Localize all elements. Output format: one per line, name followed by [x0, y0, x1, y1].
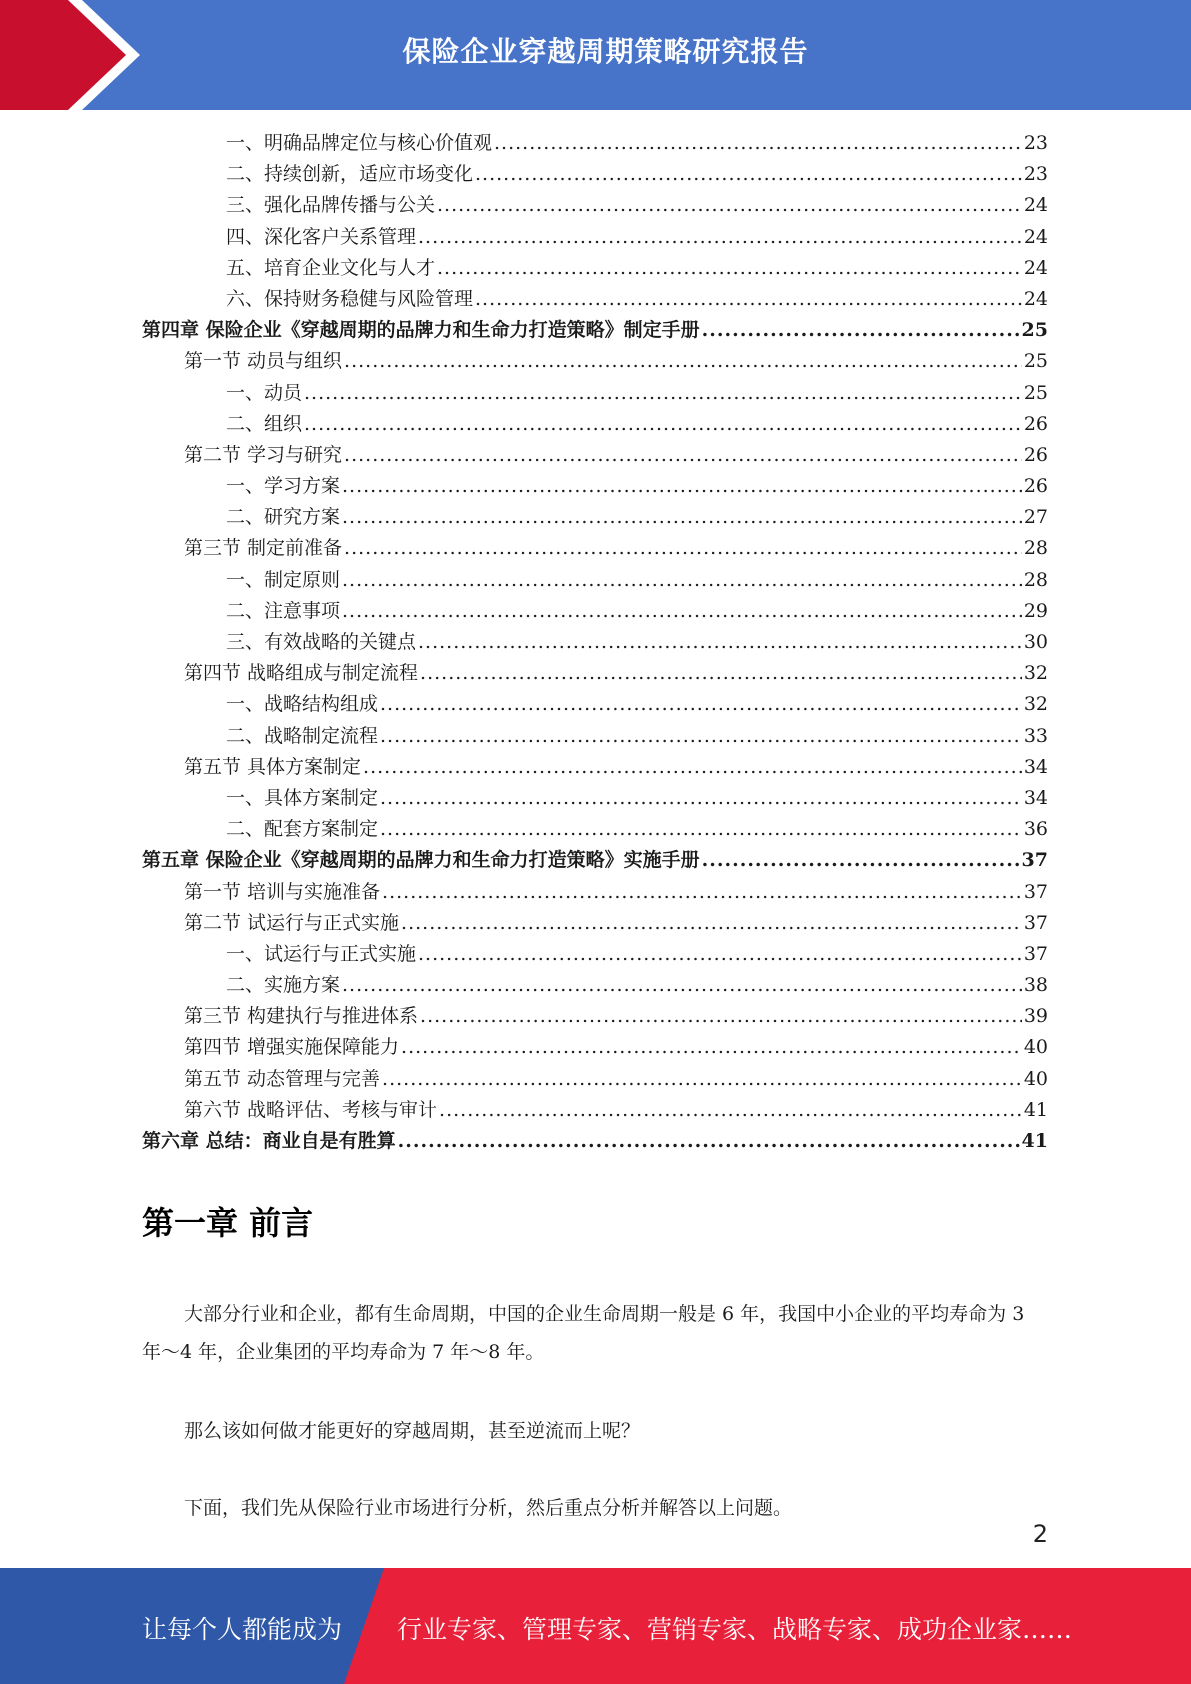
- chapter-heading: 第一章 前言: [142, 1204, 314, 1242]
- toc-leader-dots: [439, 1099, 1022, 1121]
- toc-entry[interactable]: [142, 222, 1048, 253]
- toc-entry-title: 第一节 动员与组织: [184, 350, 343, 373]
- toc-entry-page: 39: [1023, 1005, 1048, 1028]
- toc-entry-page: 34: [1023, 755, 1048, 778]
- toc-entry-page: 37: [1023, 911, 1048, 934]
- toc-leader-dots: [420, 1005, 1022, 1027]
- toc-entry[interactable]: [142, 658, 1048, 689]
- toc-entry-title: 第二节 试运行与正式实施: [184, 911, 400, 934]
- toc-entry-page: 28: [1023, 537, 1048, 560]
- toc-entry-title: 第五节 动态管理与完善: [184, 1067, 381, 1090]
- toc-entry[interactable]: [142, 1064, 1048, 1095]
- toc-entry[interactable]: [142, 1001, 1048, 1032]
- toc-entry[interactable]: [142, 565, 1048, 596]
- toc-entry-page: 38: [1023, 974, 1048, 997]
- toc-entry[interactable]: [142, 253, 1048, 284]
- toc-entry-title: 第六节 战略评估、考核与审计: [184, 1098, 438, 1121]
- toc-leader-dots: [437, 194, 1022, 216]
- toc-entry-title: 一、具体方案制定: [226, 786, 379, 809]
- toc-entry[interactable]: [142, 533, 1048, 564]
- toc-leader-dots: [344, 444, 1022, 466]
- toc-entry[interactable]: [142, 721, 1048, 752]
- toc-entry-page: 32: [1023, 662, 1048, 685]
- toc-entry-page: 23: [1023, 163, 1048, 186]
- toc-entry-title: 一、明确品牌定位与核心价值观: [226, 132, 493, 154]
- toc-entry-title: 二、战略制定流程: [226, 724, 379, 747]
- footer-slogan-right: 行业专家、管理专家、营销专家、战略专家、成功企业家……: [397, 1615, 1073, 1644]
- toc-leader-dots: [401, 912, 1022, 934]
- toc-entry-page: 32: [1023, 693, 1048, 716]
- toc-entry[interactable]: [142, 346, 1048, 377]
- toc-entry-page: 37: [1023, 942, 1048, 965]
- toc-entry-title: 三、有效战略的关键点: [226, 631, 417, 653]
- toc-entry[interactable]: [142, 471, 1048, 502]
- toc-leader-dots: [418, 631, 1022, 653]
- toc-leader-dots: [420, 662, 1022, 684]
- toc-entry-page: 26: [1023, 443, 1048, 466]
- toc-entry-page: 25: [1023, 350, 1048, 373]
- toc-leader-dots: [418, 226, 1022, 248]
- toc-entry[interactable]: [142, 1095, 1048, 1126]
- toc-leader-dots: [382, 881, 1022, 903]
- toc-leader-dots: [304, 413, 1022, 435]
- table-of-contents: [142, 128, 1048, 1157]
- toc-entry-title: 第二节 学习与研究: [184, 443, 343, 466]
- header-title: 保险企业穿越周期策略研究报告: [402, 35, 809, 68]
- toc-entry-title: 一、试运行与正式实施: [226, 942, 417, 965]
- toc-entry-title: 四、深化客户关系管理: [226, 225, 417, 248]
- toc-leader-dots: [398, 1130, 1020, 1152]
- toc-entry[interactable]: [142, 752, 1048, 783]
- toc-entry-page: 28: [1023, 568, 1048, 591]
- toc-entry-page: 34: [1023, 786, 1048, 809]
- toc-entry[interactable]: [142, 877, 1048, 908]
- toc-leader-dots: [702, 319, 1020, 341]
- toc-entry-title: 三、强化品牌传播与公关: [226, 194, 436, 217]
- toc-entry-title: 第四章 保险企业《穿越周期的品牌力和生命力打造策略》制定手册: [142, 319, 700, 342]
- toc-entry-title: 二、组织: [226, 412, 303, 435]
- toc-entry-title: 一、动员: [226, 381, 303, 404]
- page-footer: [0, 1568, 1191, 1684]
- toc-entry-page: 24: [1023, 225, 1048, 248]
- toc-entry[interactable]: [142, 502, 1048, 533]
- toc-leader-dots: [342, 974, 1022, 996]
- toc-entry-page: 36: [1023, 818, 1048, 841]
- toc-entry-title: 一、制定原则: [226, 568, 341, 591]
- toc-entry-page: 24: [1023, 287, 1048, 310]
- toc-entry[interactable]: [142, 908, 1048, 939]
- toc-entry-page: 30: [1023, 631, 1048, 653]
- toc-leader-dots: [342, 475, 1022, 497]
- toc-entry-title: 第五章 保险企业《穿越周期的品牌力和生命力打造策略》实施手册: [142, 849, 700, 872]
- toc-entry[interactable]: [142, 1032, 1048, 1063]
- toc-leader-dots: [475, 288, 1022, 310]
- toc-entry-page: 41: [1023, 1098, 1048, 1121]
- toc-entry[interactable]: [142, 783, 1048, 814]
- body-paragraph-3: 下面，我们先从保险行业市场进行分析，然后重点分析并解答以上问题。: [184, 1497, 793, 1519]
- toc-entry-title: 第三节 制定前准备: [184, 537, 343, 560]
- toc-leader-dots: [380, 693, 1022, 715]
- toc-entry-title: 一、战略结构组成: [226, 693, 379, 716]
- toc-entry[interactable]: [142, 814, 1048, 845]
- toc-entry-title: 二、配套方案制定: [226, 818, 379, 841]
- toc-leader-dots: [380, 787, 1022, 809]
- toc-entry-page: 24: [1023, 256, 1048, 279]
- body-paragraph-1: 大部分行业和企业，都有生命周期，中国的企业生命周期一般是 6 年，我国中小企业的平均寿命为 3 年～4 年，企业集团的平均寿命为 7 年～8 年。: [142, 1303, 1025, 1363]
- toc-entry[interactable]: [142, 939, 1048, 970]
- toc-entry-title: 第一节 培训与实施准备: [184, 880, 381, 903]
- toc-entry-title: 六、保持财务稳健与风险管理: [226, 287, 474, 310]
- toc-entry-page: 40: [1023, 1067, 1048, 1090]
- toc-entry-page: 26: [1023, 412, 1048, 435]
- toc-leader-dots: [342, 600, 1022, 622]
- toc-leader-dots: [475, 163, 1022, 185]
- toc-leader-dots: [494, 132, 1022, 154]
- toc-entry-page: 25: [1023, 381, 1048, 404]
- toc-entry[interactable]: [142, 440, 1048, 471]
- toc-entry-page: 40: [1023, 1036, 1048, 1059]
- toc-entry-title: 二、持续创新，适应市场变化: [226, 163, 474, 186]
- toc-entry-title: 第六章 总结：商业自是有胜算: [142, 1130, 396, 1152]
- toc-leader-dots: [702, 849, 1020, 871]
- toc-entry-title: 第四节 战略组成与制定流程: [184, 662, 419, 685]
- toc-entry[interactable]: [142, 627, 1048, 658]
- toc-entry[interactable]: [142, 159, 1048, 190]
- page-header: [0, 0, 1191, 110]
- toc-entry[interactable]: [142, 284, 1048, 315]
- toc-leader-dots: [304, 382, 1022, 404]
- toc-entry-page: 37: [1023, 880, 1048, 903]
- toc-entry[interactable]: [142, 970, 1048, 1001]
- page-number: 2: [1032, 1520, 1048, 1548]
- toc-leader-dots: [342, 506, 1022, 528]
- toc-entry[interactable]: [142, 409, 1048, 440]
- toc-leader-dots: [418, 943, 1022, 965]
- toc-leader-dots: [382, 1068, 1022, 1090]
- toc-leader-dots: [401, 1036, 1022, 1058]
- toc-entry[interactable]: [142, 128, 1048, 159]
- toc-leader-dots: [344, 537, 1022, 559]
- toc-leader-dots: [363, 756, 1022, 778]
- toc-entry-title: 一、学习方案: [226, 475, 341, 498]
- toc-entry-title: 二、注意事项: [226, 599, 341, 622]
- footer-slogan-left: 让每个人都能成为: [142, 1615, 343, 1644]
- toc-entry-page: 26: [1023, 475, 1048, 498]
- toc-entry-title: 二、研究方案: [226, 506, 341, 529]
- toc-leader-dots: [437, 257, 1022, 279]
- toc-entry-page: 33: [1023, 724, 1048, 747]
- toc-entry-title: 二、实施方案: [226, 974, 341, 997]
- toc-entry-page: 25: [1021, 319, 1048, 342]
- toc-entry-page: 27: [1023, 506, 1048, 529]
- toc-entry-title: 第五节 具体方案制定: [184, 755, 362, 778]
- toc-entry-page: 24: [1023, 194, 1048, 217]
- toc-leader-dots: [342, 569, 1022, 591]
- toc-entry[interactable]: [142, 1126, 1048, 1157]
- body-paragraph-2: 那么该如何做才能更好的穿越周期，甚至逆流而上呢？: [184, 1420, 641, 1442]
- toc-leader-dots: [344, 350, 1022, 372]
- toc-entry-page: 29: [1023, 599, 1048, 622]
- toc-leader-dots: [380, 818, 1022, 840]
- toc-entry-title: 第四节 增强实施保障能力: [184, 1036, 400, 1059]
- toc-entry[interactable]: [142, 190, 1048, 221]
- toc-entry[interactable]: [142, 845, 1048, 876]
- toc-leader-dots: [380, 725, 1022, 747]
- toc-entry[interactable]: [142, 596, 1048, 627]
- toc-entry-title: 五、培育企业文化与人才: [226, 256, 436, 279]
- toc-entry-page: 23: [1023, 132, 1048, 154]
- toc-entry[interactable]: [142, 315, 1048, 346]
- toc-entry[interactable]: [142, 378, 1048, 409]
- toc-entry-page: 37: [1021, 849, 1048, 872]
- toc-entry-page: 41: [1021, 1130, 1048, 1152]
- toc-entry[interactable]: [142, 689, 1048, 720]
- toc-entry-title: 第三节 构建执行与推进体系: [184, 1005, 419, 1028]
